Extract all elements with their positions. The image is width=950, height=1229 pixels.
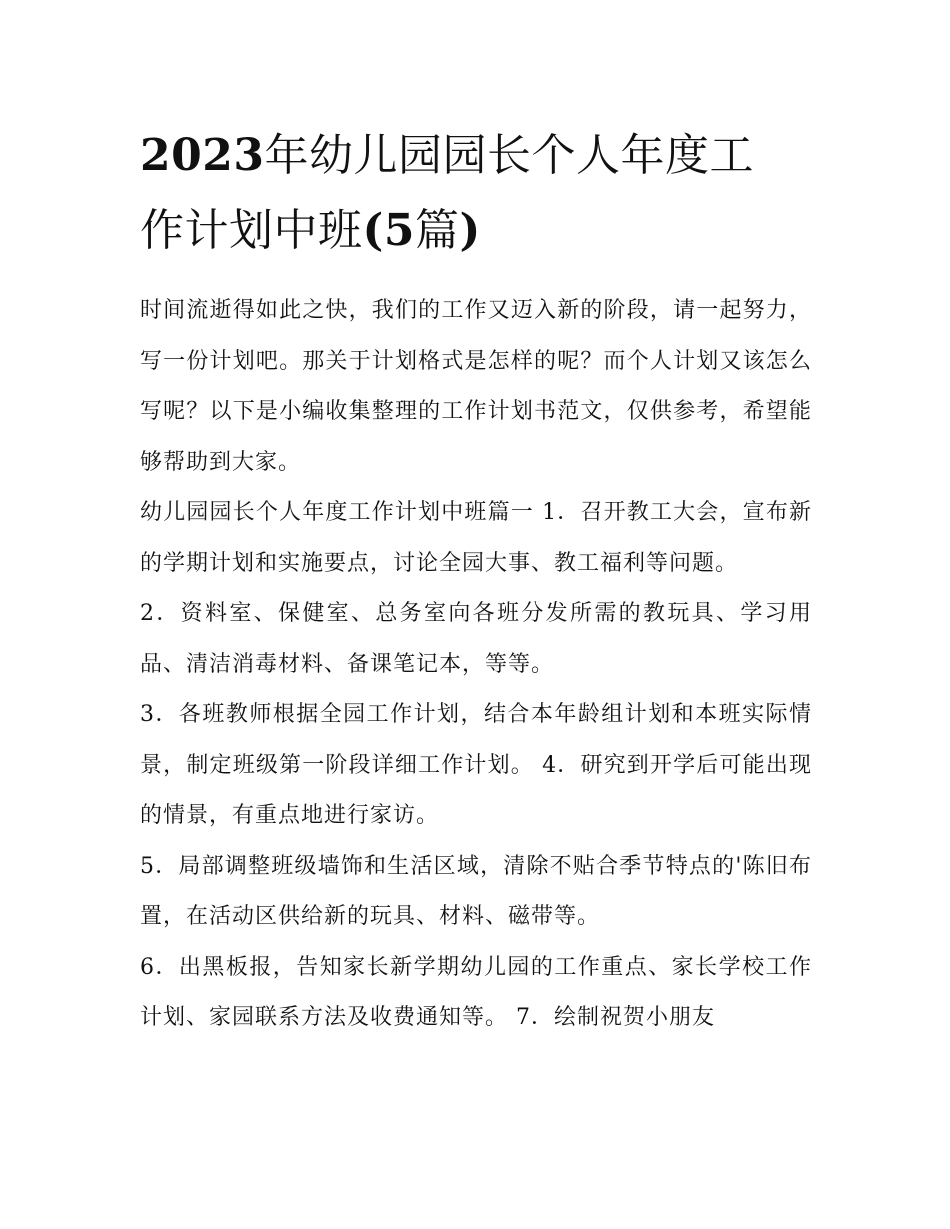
title-close-paren: ) [459,205,481,256]
body-paragraph-2: 2．资料室、保健室、总务室向各班分发所需的教玩具、学习用品、清洁消毒材料、备课笔记本，等等。 [140,601,812,677]
title-year: 2023 [140,130,265,181]
body-paragraph-4: 5．局部调整班级墙饰和生活区域，清除不贴合季节特点的'陈旧布置，在活动区供给新的玩具、材料、磁带等。 [140,853,812,929]
title-count: (5 [362,205,415,256]
title-line2-text: 作计划中班 [140,205,363,256]
body-paragraph-3: 3．各班教师根据全园工作计划，结合本年龄组计划和本班实际情景，制定班级第一阶段详细工作计划。 4．研究到开学后可能出现的情景，有重点地进行家访。 [140,702,812,828]
body-paragraph-1: 幼儿园园长个人年度工作计划中班篇一 1．召开教工大会，宣布新的学期计划和实施要点，讨论全园大事、教工福利等问题。 [140,500,812,576]
title-count-unit: 篇 [414,205,460,256]
intro-paragraph: 时间流逝得如此之快，我们的工作又迈入新的阶段，请一起努力，写一份计划吧。那关于计划格式是怎样的呢？而个人计划又该怎么写呢？以下是小编收集整理的工作计划书范文，仅供参考，希望能够帮助到大家。 [140,298,812,475]
document-title [140,118,812,268]
title-line1-text: 年幼儿园园长个人年度工 [264,130,754,181]
document-page [140,118,812,1044]
body-paragraph-5: 6．出黑板报，告知家长新学期幼儿园的工作重点、家长学校工作计划、家园联系方法及收费通知等。 7．绘制祝贺小朋友 [140,954,812,1030]
